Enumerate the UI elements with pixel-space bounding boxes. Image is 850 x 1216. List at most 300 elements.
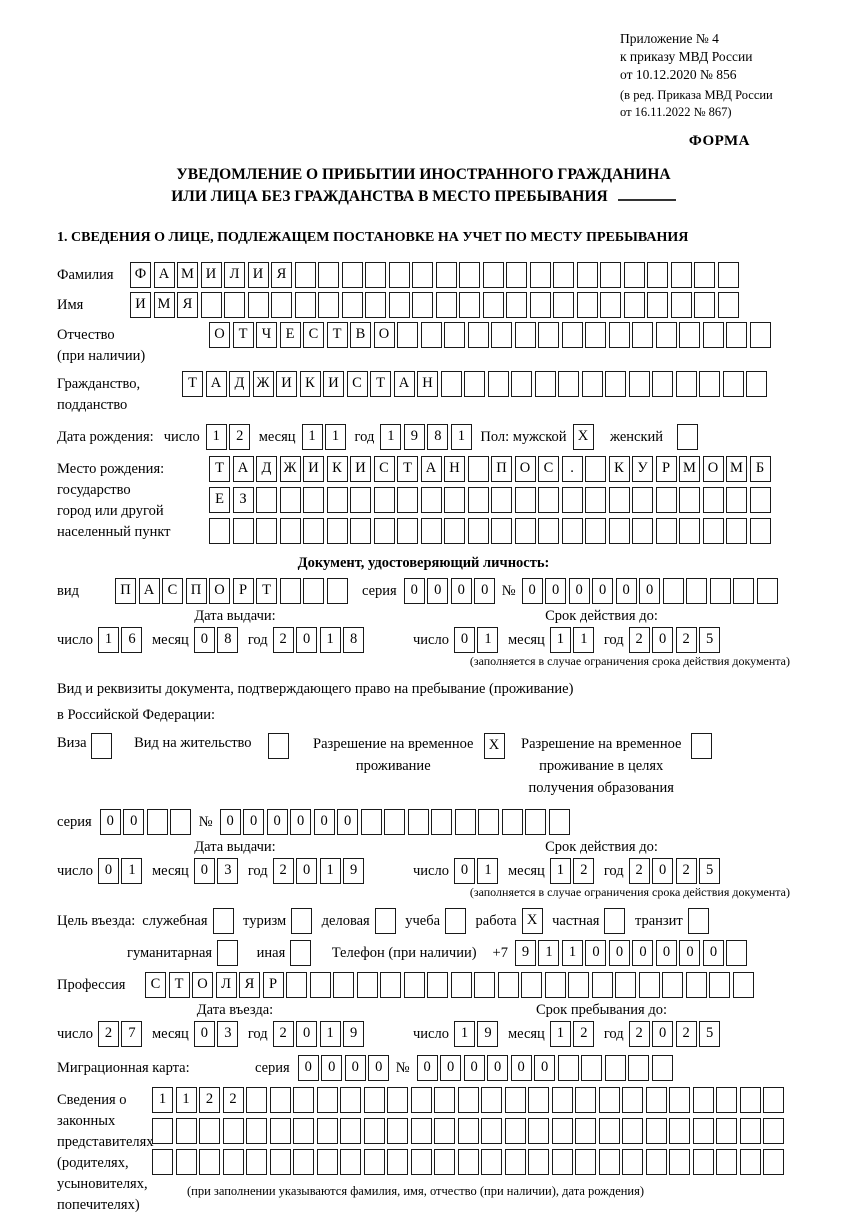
entry-day-box[interactable]: 2: [98, 1021, 119, 1047]
birth-place-char-box[interactable]: [679, 518, 700, 544]
permit-number-box[interactable]: [549, 809, 570, 835]
patronymic-char-box[interactable]: [421, 322, 442, 348]
representatives-char-box[interactable]: [387, 1149, 408, 1175]
birth-month-box[interactable]: 1: [325, 424, 346, 450]
profession-char-box[interactable]: [427, 972, 448, 998]
migcard-number-box[interactable]: 0: [440, 1055, 461, 1081]
stay-year-box[interactable]: 2: [676, 1021, 697, 1047]
doc-kind-char-box[interactable]: П: [115, 578, 136, 604]
representatives-char-box[interactable]: [340, 1087, 361, 1113]
representatives-char-box[interactable]: [176, 1149, 197, 1175]
representatives-char-box[interactable]: [505, 1149, 526, 1175]
birth-place-char-box[interactable]: [656, 487, 677, 513]
representatives-char-box[interactable]: [528, 1118, 549, 1144]
representatives-char-box[interactable]: [458, 1149, 479, 1175]
doc-number-box[interactable]: 0: [545, 578, 566, 604]
citizenship-char-box[interactable]: [652, 371, 673, 397]
citizenship-char-box[interactable]: И: [276, 371, 297, 397]
birth-place-char-box[interactable]: [444, 487, 465, 513]
representatives-char-box[interactable]: [411, 1087, 432, 1113]
patronymic-char-box[interactable]: [444, 322, 465, 348]
entry-month-box[interactable]: 0: [194, 1021, 215, 1047]
permit-issue-year-box[interactable]: 0: [296, 858, 317, 884]
birth-place-char-box[interactable]: И: [350, 456, 371, 482]
migcard-number-box[interactable]: 0: [534, 1055, 555, 1081]
birth-place-char-box[interactable]: М: [679, 456, 700, 482]
profession-char-box[interactable]: [498, 972, 519, 998]
stay-month-box[interactable]: 2: [573, 1021, 594, 1047]
representatives-char-box[interactable]: [481, 1087, 502, 1113]
profession-char-box[interactable]: [709, 972, 730, 998]
representatives-char-box[interactable]: [763, 1118, 784, 1144]
representatives-char-box[interactable]: [575, 1118, 596, 1144]
representatives-char-box[interactable]: [481, 1118, 502, 1144]
doc-kind-char-box[interactable]: А: [139, 578, 160, 604]
name-char-box[interactable]: [459, 292, 480, 318]
representatives-char-box[interactable]: [317, 1118, 338, 1144]
permit-valid-year-box[interactable]: 2: [676, 858, 697, 884]
birth-place-char-box[interactable]: [303, 487, 324, 513]
checkbox-female[interactable]: [677, 424, 698, 450]
representatives-char-box[interactable]: [693, 1087, 714, 1113]
representatives-char-box[interactable]: [364, 1149, 385, 1175]
name-char-box[interactable]: [248, 292, 269, 318]
birth-place-char-box[interactable]: Т: [397, 456, 418, 482]
birth-place-char-box[interactable]: К: [609, 456, 630, 482]
representatives-char-box[interactable]: [599, 1087, 620, 1113]
birth-place-char-box[interactable]: Т: [209, 456, 230, 482]
representatives-char-box[interactable]: [458, 1118, 479, 1144]
patronymic-char-box[interactable]: О: [209, 322, 230, 348]
profession-char-box[interactable]: Л: [216, 972, 237, 998]
doc-issue-year-box[interactable]: 2: [273, 627, 294, 653]
birth-day-box[interactable]: 1: [206, 424, 227, 450]
patronymic-char-box[interactable]: [468, 322, 489, 348]
representatives-char-box[interactable]: [740, 1118, 761, 1144]
representatives-char-box[interactable]: [693, 1118, 714, 1144]
profession-char-box[interactable]: [545, 972, 566, 998]
name-char-box[interactable]: [671, 292, 692, 318]
representatives-char-box[interactable]: [152, 1118, 173, 1144]
name-char-box[interactable]: [694, 292, 715, 318]
birth-place-char-box[interactable]: [421, 518, 442, 544]
permit-number-box[interactable]: 0: [290, 809, 311, 835]
birth-place-char-box[interactable]: [397, 518, 418, 544]
profession-char-box[interactable]: [521, 972, 542, 998]
phone-digit-box[interactable]: 0: [585, 940, 606, 966]
representatives-char-box[interactable]: [411, 1149, 432, 1175]
name-char-box[interactable]: [342, 292, 363, 318]
profession-char-box[interactable]: [380, 972, 401, 998]
citizenship-char-box[interactable]: [582, 371, 603, 397]
name-char-box[interactable]: Я: [177, 292, 198, 318]
birth-year-box[interactable]: 1: [451, 424, 472, 450]
permit-issue-day-box[interactable]: 1: [121, 858, 142, 884]
migcard-number-box[interactable]: [581, 1055, 602, 1081]
stay-day-box[interactable]: 1: [454, 1021, 475, 1047]
doc-valid-month-box[interactable]: 1: [550, 627, 571, 653]
representatives-char-box[interactable]: [270, 1149, 291, 1175]
surname-char-box[interactable]: [412, 262, 433, 288]
surname-char-box[interactable]: Я: [271, 262, 292, 288]
representatives-char-box[interactable]: [458, 1087, 479, 1113]
representatives-char-box[interactable]: [246, 1118, 267, 1144]
birth-place-char-box[interactable]: [280, 487, 301, 513]
migcard-number-box[interactable]: [652, 1055, 673, 1081]
representatives-char-box[interactable]: [716, 1149, 737, 1175]
representatives-char-box[interactable]: [763, 1087, 784, 1113]
migcard-series-box[interactable]: 0: [345, 1055, 366, 1081]
representatives-char-box[interactable]: [152, 1149, 173, 1175]
surname-char-box[interactable]: Л: [224, 262, 245, 288]
representatives-char-box[interactable]: [317, 1149, 338, 1175]
birth-place-char-box[interactable]: М: [726, 456, 747, 482]
doc-series-box[interactable]: 0: [474, 578, 495, 604]
patronymic-char-box[interactable]: [585, 322, 606, 348]
birth-place-char-box[interactable]: Д: [256, 456, 277, 482]
surname-char-box[interactable]: [647, 262, 668, 288]
phone-digit-box[interactable]: 1: [562, 940, 583, 966]
surname-char-box[interactable]: [553, 262, 574, 288]
patronymic-char-box[interactable]: Т: [233, 322, 254, 348]
representatives-char-box[interactable]: [199, 1149, 220, 1175]
permit-number-box[interactable]: [502, 809, 523, 835]
checkbox-private[interactable]: [604, 908, 625, 934]
profession-char-box[interactable]: [404, 972, 425, 998]
doc-valid-year-box[interactable]: 2: [629, 627, 650, 653]
migcard-number-box[interactable]: [605, 1055, 626, 1081]
doc-valid-day-box[interactable]: 1: [477, 627, 498, 653]
patronymic-char-box[interactable]: О: [374, 322, 395, 348]
representatives-char-box[interactable]: [481, 1149, 502, 1175]
name-char-box[interactable]: [577, 292, 598, 318]
profession-char-box[interactable]: [615, 972, 636, 998]
doc-issue-year-box[interactable]: 1: [320, 627, 341, 653]
birth-place-char-box[interactable]: [609, 518, 630, 544]
birth-place-char-box[interactable]: [209, 518, 230, 544]
patronymic-char-box[interactable]: С: [303, 322, 324, 348]
profession-char-box[interactable]: Т: [169, 972, 190, 998]
profession-char-box[interactable]: О: [192, 972, 213, 998]
permit-number-box[interactable]: [361, 809, 382, 835]
permit-series-box[interactable]: 0: [100, 809, 121, 835]
representatives-char-box[interactable]: [669, 1087, 690, 1113]
doc-number-box[interactable]: 0: [569, 578, 590, 604]
citizenship-char-box[interactable]: [676, 371, 697, 397]
migcard-number-box[interactable]: 0: [487, 1055, 508, 1081]
birth-place-char-box[interactable]: [280, 518, 301, 544]
representatives-char-box[interactable]: [646, 1118, 667, 1144]
name-char-box[interactable]: [436, 292, 457, 318]
doc-number-box[interactable]: 0: [522, 578, 543, 604]
representatives-char-box[interactable]: [293, 1087, 314, 1113]
birth-place-char-box[interactable]: П: [491, 456, 512, 482]
representatives-char-box[interactable]: [317, 1087, 338, 1113]
checkbox-visa[interactable]: [91, 733, 112, 759]
representatives-char-box[interactable]: [434, 1118, 455, 1144]
entry-year-box[interactable]: 1: [320, 1021, 341, 1047]
patronymic-char-box[interactable]: [726, 322, 747, 348]
representatives-char-box[interactable]: [622, 1149, 643, 1175]
birth-place-char-box[interactable]: С: [538, 456, 559, 482]
representatives-char-box[interactable]: [599, 1149, 620, 1175]
migcard-series-box[interactable]: 0: [368, 1055, 389, 1081]
doc-issue-year-box[interactable]: 0: [296, 627, 317, 653]
birth-place-char-box[interactable]: [256, 487, 277, 513]
surname-char-box[interactable]: [530, 262, 551, 288]
birth-place-char-box[interactable]: [726, 518, 747, 544]
profession-char-box[interactable]: [333, 972, 354, 998]
permit-valid-year-box[interactable]: 5: [699, 858, 720, 884]
doc-valid-year-box[interactable]: 2: [676, 627, 697, 653]
representatives-char-box[interactable]: [763, 1149, 784, 1175]
name-char-box[interactable]: М: [154, 292, 175, 318]
profession-char-box[interactable]: [686, 972, 707, 998]
migcard-number-box[interactable]: [558, 1055, 579, 1081]
doc-valid-year-box[interactable]: 5: [699, 627, 720, 653]
birth-place-char-box[interactable]: [233, 518, 254, 544]
permit-series-box[interactable]: [147, 809, 168, 835]
representatives-char-box[interactable]: [716, 1118, 737, 1144]
representatives-char-box[interactable]: [223, 1118, 244, 1144]
patronymic-char-box[interactable]: [703, 322, 724, 348]
birth-place-char-box[interactable]: [468, 456, 489, 482]
migcard-number-box[interactable]: 0: [511, 1055, 532, 1081]
birth-place-char-box[interactable]: [585, 487, 606, 513]
surname-char-box[interactable]: [389, 262, 410, 288]
birth-place-char-box[interactable]: Ж: [280, 456, 301, 482]
birth-place-char-box[interactable]: Е: [209, 487, 230, 513]
representatives-char-box[interactable]: [340, 1149, 361, 1175]
representatives-char-box[interactable]: [552, 1087, 573, 1113]
birth-place-char-box[interactable]: [468, 487, 489, 513]
permit-number-box[interactable]: [408, 809, 429, 835]
profession-char-box[interactable]: Р: [263, 972, 284, 998]
birth-place-char-box[interactable]: [256, 518, 277, 544]
surname-char-box[interactable]: [506, 262, 527, 288]
representatives-char-box[interactable]: [622, 1087, 643, 1113]
patronymic-char-box[interactable]: Ч: [256, 322, 277, 348]
doc-issue-year-box[interactable]: 8: [343, 627, 364, 653]
checkbox-male[interactable]: X: [573, 424, 594, 450]
birth-place-char-box[interactable]: [585, 518, 606, 544]
birth-place-char-box[interactable]: З: [233, 487, 254, 513]
birth-place-char-box[interactable]: [656, 518, 677, 544]
representatives-char-box[interactable]: [411, 1118, 432, 1144]
permit-series-box[interactable]: 0: [123, 809, 144, 835]
birth-year-box[interactable]: 8: [427, 424, 448, 450]
citizenship-char-box[interactable]: [629, 371, 650, 397]
surname-char-box[interactable]: [671, 262, 692, 288]
surname-char-box[interactable]: [436, 262, 457, 288]
checkbox-transit[interactable]: [688, 908, 709, 934]
birth-place-char-box[interactable]: [515, 518, 536, 544]
citizenship-char-box[interactable]: Д: [229, 371, 250, 397]
stay-year-box[interactable]: 2: [629, 1021, 650, 1047]
doc-kind-char-box[interactable]: О: [209, 578, 230, 604]
representatives-char-box[interactable]: [622, 1118, 643, 1144]
surname-char-box[interactable]: [718, 262, 739, 288]
citizenship-char-box[interactable]: [558, 371, 579, 397]
permit-valid-year-box[interactable]: 2: [629, 858, 650, 884]
permit-valid-day-box[interactable]: 1: [477, 858, 498, 884]
surname-char-box[interactable]: И: [248, 262, 269, 288]
patronymic-char-box[interactable]: [609, 322, 630, 348]
doc-series-box[interactable]: 0: [404, 578, 425, 604]
birth-place-char-box[interactable]: К: [327, 456, 348, 482]
birth-place-char-box[interactable]: [679, 487, 700, 513]
name-char-box[interactable]: [224, 292, 245, 318]
birth-place-char-box[interactable]: А: [421, 456, 442, 482]
representatives-char-box[interactable]: [387, 1087, 408, 1113]
representatives-char-box[interactable]: [740, 1149, 761, 1175]
permit-number-box[interactable]: 0: [243, 809, 264, 835]
permit-number-box[interactable]: [431, 809, 452, 835]
birth-place-char-box[interactable]: Б: [750, 456, 771, 482]
profession-char-box[interactable]: [286, 972, 307, 998]
migcard-number-box[interactable]: 0: [417, 1055, 438, 1081]
representatives-char-box[interactable]: [575, 1149, 596, 1175]
checkbox-temp-residence[interactable]: X: [484, 733, 505, 759]
birth-place-char-box[interactable]: [703, 487, 724, 513]
checkbox-other[interactable]: [290, 940, 311, 966]
citizenship-char-box[interactable]: А: [394, 371, 415, 397]
birth-place-char-box[interactable]: [491, 518, 512, 544]
stay-day-box[interactable]: 9: [477, 1021, 498, 1047]
citizenship-char-box[interactable]: [488, 371, 509, 397]
representatives-char-box[interactable]: [293, 1118, 314, 1144]
profession-char-box[interactable]: [662, 972, 683, 998]
representatives-char-box[interactable]: 1: [152, 1087, 173, 1113]
permit-issue-year-box[interactable]: 1: [320, 858, 341, 884]
birth-place-char-box[interactable]: [350, 487, 371, 513]
phone-digit-box[interactable]: [726, 940, 747, 966]
name-char-box[interactable]: [553, 292, 574, 318]
birth-place-char-box[interactable]: [374, 487, 395, 513]
birth-place-char-box[interactable]: Р: [656, 456, 677, 482]
citizenship-char-box[interactable]: [535, 371, 556, 397]
name-char-box[interactable]: [718, 292, 739, 318]
permit-valid-month-box[interactable]: 2: [573, 858, 594, 884]
name-char-box[interactable]: [647, 292, 668, 318]
doc-issue-day-box[interactable]: 6: [121, 627, 142, 653]
representatives-char-box[interactable]: [505, 1118, 526, 1144]
surname-char-box[interactable]: [459, 262, 480, 288]
representatives-char-box[interactable]: [646, 1149, 667, 1175]
doc-series-box[interactable]: 0: [427, 578, 448, 604]
birth-place-char-box[interactable]: [538, 487, 559, 513]
birth-place-char-box[interactable]: [585, 456, 606, 482]
permit-valid-day-box[interactable]: 0: [454, 858, 475, 884]
birth-place-char-box[interactable]: [609, 487, 630, 513]
birth-place-char-box[interactable]: [350, 518, 371, 544]
birth-place-char-box[interactable]: [538, 518, 559, 544]
birth-place-char-box[interactable]: [515, 487, 536, 513]
profession-char-box[interactable]: [568, 972, 589, 998]
permit-number-box[interactable]: 0: [220, 809, 241, 835]
name-char-box[interactable]: [271, 292, 292, 318]
doc-kind-char-box[interactable]: [280, 578, 301, 604]
doc-kind-char-box[interactable]: С: [162, 578, 183, 604]
checkbox-tourism[interactable]: [291, 908, 312, 934]
representatives-char-box[interactable]: [364, 1087, 385, 1113]
citizenship-char-box[interactable]: К: [300, 371, 321, 397]
doc-number-box[interactable]: 0: [616, 578, 637, 604]
representatives-char-box[interactable]: 2: [199, 1087, 220, 1113]
checkbox-work[interactable]: X: [522, 908, 543, 934]
checkbox-humanitarian[interactable]: [217, 940, 238, 966]
patronymic-char-box[interactable]: [515, 322, 536, 348]
birth-place-char-box[interactable]: Н: [444, 456, 465, 482]
surname-char-box[interactable]: [318, 262, 339, 288]
representatives-char-box[interactable]: 2: [223, 1087, 244, 1113]
birth-place-char-box[interactable]: [632, 487, 653, 513]
birth-day-box[interactable]: 2: [229, 424, 250, 450]
citizenship-char-box[interactable]: А: [206, 371, 227, 397]
doc-number-box[interactable]: [733, 578, 754, 604]
birth-place-char-box[interactable]: О: [515, 456, 536, 482]
permit-issue-month-box[interactable]: 3: [217, 858, 238, 884]
citizenship-char-box[interactable]: Т: [182, 371, 203, 397]
profession-char-box[interactable]: Я: [239, 972, 260, 998]
permit-number-box[interactable]: [478, 809, 499, 835]
patronymic-char-box[interactable]: Е: [280, 322, 301, 348]
patronymic-char-box[interactable]: В: [350, 322, 371, 348]
entry-year-box[interactable]: 2: [273, 1021, 294, 1047]
profession-char-box[interactable]: [474, 972, 495, 998]
permit-issue-year-box[interactable]: 2: [273, 858, 294, 884]
doc-valid-day-box[interactable]: 0: [454, 627, 475, 653]
phone-digit-box[interactable]: 0: [679, 940, 700, 966]
patronymic-char-box[interactable]: [397, 322, 418, 348]
checkbox-official[interactable]: [213, 908, 234, 934]
checkbox-residence-permit[interactable]: [268, 733, 289, 759]
name-char-box[interactable]: [530, 292, 551, 318]
doc-number-box[interactable]: 0: [592, 578, 613, 604]
name-char-box[interactable]: [506, 292, 527, 318]
doc-issue-month-box[interactable]: 8: [217, 627, 238, 653]
doc-valid-month-box[interactable]: 1: [573, 627, 594, 653]
patronymic-char-box[interactable]: [679, 322, 700, 348]
profession-char-box[interactable]: С: [145, 972, 166, 998]
representatives-char-box[interactable]: [552, 1149, 573, 1175]
birth-place-char-box[interactable]: [703, 518, 724, 544]
surname-char-box[interactable]: М: [177, 262, 198, 288]
birth-place-char-box[interactable]: О: [703, 456, 724, 482]
doc-issue-day-box[interactable]: 1: [98, 627, 119, 653]
doc-series-box[interactable]: 0: [451, 578, 472, 604]
citizenship-char-box[interactable]: С: [347, 371, 368, 397]
doc-number-box[interactable]: [686, 578, 707, 604]
doc-number-box[interactable]: [757, 578, 778, 604]
surname-char-box[interactable]: [694, 262, 715, 288]
permit-valid-month-box[interactable]: 1: [550, 858, 571, 884]
citizenship-char-box[interactable]: И: [323, 371, 344, 397]
name-char-box[interactable]: [201, 292, 222, 318]
representatives-char-box[interactable]: [293, 1149, 314, 1175]
citizenship-char-box[interactable]: [511, 371, 532, 397]
citizenship-char-box[interactable]: [441, 371, 462, 397]
birth-place-char-box[interactable]: [750, 518, 771, 544]
doc-kind-char-box[interactable]: [303, 578, 324, 604]
checkbox-business[interactable]: [375, 908, 396, 934]
representatives-char-box[interactable]: [270, 1087, 291, 1113]
entry-day-box[interactable]: 7: [121, 1021, 142, 1047]
name-char-box[interactable]: [318, 292, 339, 318]
birth-month-box[interactable]: 1: [302, 424, 323, 450]
representatives-char-box[interactable]: [669, 1149, 690, 1175]
surname-char-box[interactable]: Ф: [130, 262, 151, 288]
